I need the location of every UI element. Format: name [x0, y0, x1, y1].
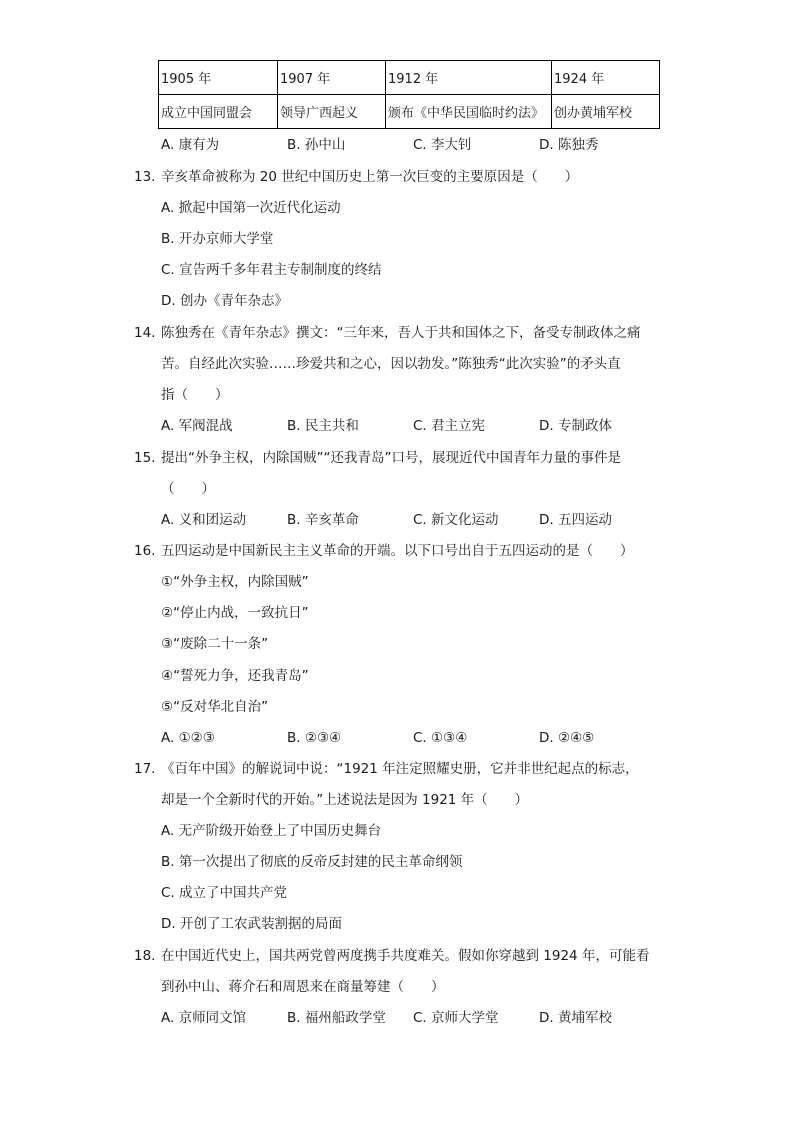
question-number: 13.: [134, 169, 156, 185]
question-number: 17.: [134, 761, 156, 777]
question-number: 18.: [134, 948, 156, 964]
q18-option-d[interactable]: D. 黄埔军校: [539, 1010, 612, 1026]
q15-option-d[interactable]: D. 五四运动: [539, 512, 612, 528]
question-stem: 却是一个全新时代的开始。”上述说法是因为 1921 年（ ）: [161, 792, 529, 808]
q12-option-d[interactable]: D. 陈独秀: [539, 137, 599, 153]
q17-option-c[interactable]: C. 成立了中国共产党: [161, 885, 288, 901]
q17-option-a[interactable]: A. 无产阶级开始登上了中国历史舞台: [161, 823, 382, 839]
q14-option-a[interactable]: A. 军阀混战: [161, 418, 233, 434]
table-cell: 1907 年: [278, 61, 386, 95]
question-stem: 苦。自经此次实验……珍爱共和之心，因以勃发。”陈独秀“此次实验”的矛头直: [161, 356, 621, 372]
statement-item: ⑤“反对华北自治”: [161, 699, 269, 715]
table-cell: 成立中国同盟会: [159, 95, 278, 129]
statement-item: ③“废除二十一条”: [161, 636, 269, 652]
q16-option-d[interactable]: D. ②④⑤: [539, 730, 595, 746]
q12-option-b[interactable]: B. 孙中山: [287, 137, 346, 153]
q12-option-c[interactable]: C. 李大钊: [413, 137, 472, 153]
question-stem: 《百年中国》的解说词中说：“1921 年注定照耀史册，它并非世纪起点的标志，: [161, 761, 639, 777]
q16-option-c[interactable]: C. ①③④: [413, 730, 468, 746]
q17-option-d[interactable]: D. 开创了工农武装割据的局面: [161, 916, 342, 932]
question-stem: 辛亥革命被称为 20 世纪中国历史上第一次巨变的主要原因是（ ）: [161, 169, 579, 185]
q13-option-c[interactable]: C. 宣告两千多年君主专制制度的终结: [161, 262, 382, 278]
q16-option-b[interactable]: B. ②③④: [287, 730, 342, 746]
table-cell: 1905 年: [159, 61, 278, 95]
q15-option-c[interactable]: C. 新文化运动: [413, 512, 499, 528]
q14-option-d[interactable]: D. 专制政体: [539, 418, 612, 434]
table-row-years: [159, 61, 660, 95]
question-number: 16.: [134, 543, 156, 559]
q12-option-a[interactable]: A. 康有为: [161, 137, 220, 153]
statement-item: ②“停止内战，一致抗日”: [161, 605, 309, 621]
table-row-events: [159, 95, 660, 129]
table-cell: 颁布《中华民国临时约法》: [386, 95, 552, 129]
q18-option-b[interactable]: B. 福州船政学堂: [287, 1010, 386, 1026]
q18-option-a[interactable]: A. 京师同文馆: [161, 1010, 247, 1026]
q14-option-b[interactable]: B. 民主共和: [287, 418, 359, 434]
table-cell: 创办黄埔军校: [552, 95, 660, 129]
table-cell: 1912 年: [386, 61, 552, 95]
q13-option-a[interactable]: A. 掀起中国第一次近代化运动: [161, 200, 341, 216]
question-stem: 陈独秀在《青年杂志》撰文：“三年来，吾人于共和国体之下，备受专制政体之痛: [161, 325, 641, 341]
question-stem: 在中国近代史上，国共两党曾两度携手共度难关。假如你穿越到 1924 年，可能看: [161, 948, 650, 964]
question-number: 15.: [134, 450, 156, 466]
question-number: 14.: [134, 325, 156, 341]
q16-option-a[interactable]: A. ①②③: [161, 730, 215, 746]
q15-option-a[interactable]: A. 义和团运动: [161, 512, 247, 528]
table-cell: 领导广西起义: [278, 95, 386, 129]
q13-option-b[interactable]: B. 开办京师大学堂: [161, 231, 274, 247]
question-stem: 提出“外争主权，内除国贼”“还我青岛”口号，展现近代中国青年力量的事件是: [161, 450, 621, 466]
q13-option-d[interactable]: D. 创办《青年杂志》: [161, 293, 288, 309]
question-stem: 五四运动是中国新民主主义革命的开端。以下口号出自于五四运动的是（ ）: [161, 543, 634, 559]
q14-option-c[interactable]: C. 君主立宪: [413, 418, 486, 434]
statement-item: ④“誓死力争，还我青岛”: [161, 668, 309, 684]
q18-option-c[interactable]: C. 京师大学堂: [413, 1010, 499, 1026]
statement-item: ①“外争主权，内除国贼”: [161, 574, 309, 590]
question-stem: 到孙中山、蒋介石和周恩来在商量筹建（ ）: [161, 979, 445, 995]
q17-option-b[interactable]: B. 第一次提出了彻底的反帝反封建的民主革命纲领: [161, 854, 463, 870]
timeline-table: [158, 60, 660, 129]
question-stem: 指（ ）: [161, 387, 229, 403]
q15-option-b[interactable]: B. 辛亥革命: [287, 512, 359, 528]
question-stem: （ ）: [161, 481, 215, 497]
table-cell: 1924 年: [552, 61, 660, 95]
